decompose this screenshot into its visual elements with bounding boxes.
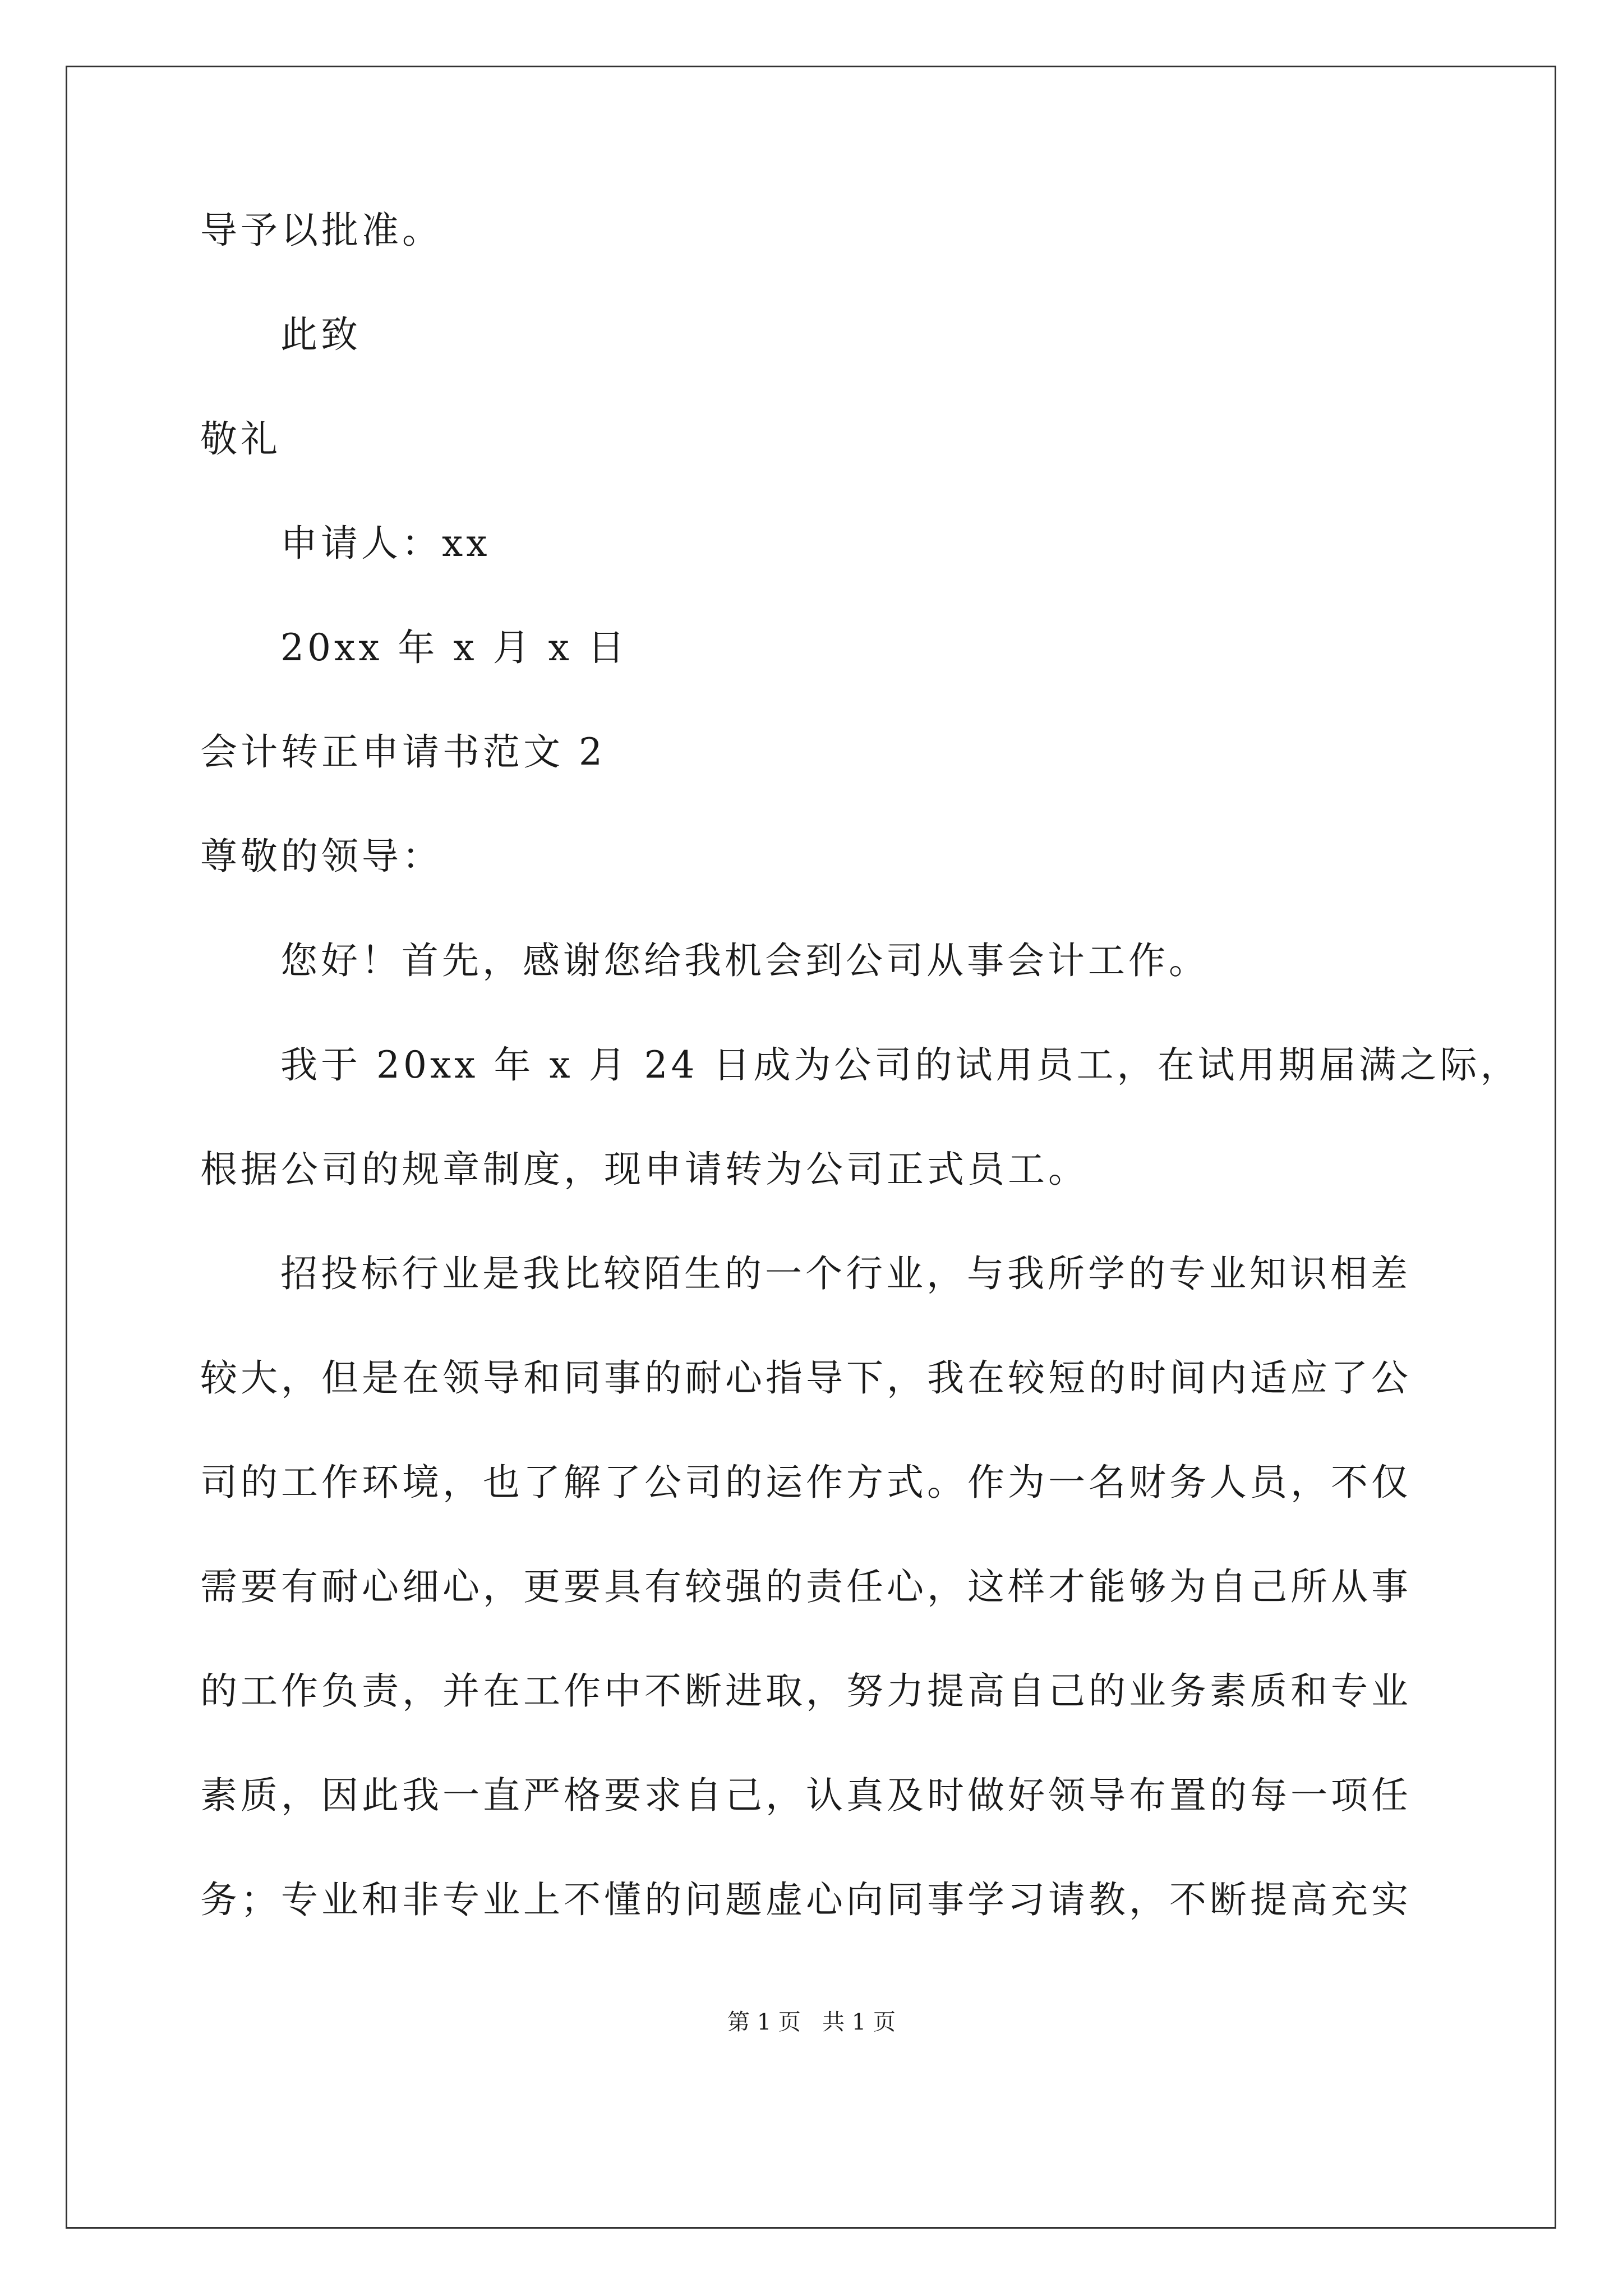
text-line: 较大，但是在领导和同事的耐心指导下，我在较短的时间内适应了公 [200,1356,1412,1400]
text-line: 尊敬的领导： [200,835,442,878]
text-line: 的工作负责，并在工作中不断进取，努力提高自己的业务素质和专业 [200,1669,1412,1713]
text-line: 素质，因此我一直严格要求自己，认真及时做好领导布置的每一项任 [200,1774,1412,1817]
text-line: 此致 [280,313,361,356]
text-line: 导予以批准。 [200,209,442,252]
text-line: 招投标行业是我比较陌生的一个行业，与我所学的专业知识相差 [280,1252,1411,1295]
text-line: 敬礼 [200,417,281,461]
text-line: 司的工作环境，也了解了公司的运作方式。作为一名财务人员，不仅 [200,1461,1412,1504]
text-line: 根据公司的规章制度，现申请转为公司正式员工。 [200,1148,1089,1191]
section-heading: 会计转正申请书范文 2 [200,730,606,774]
text-line: 20xx 年 x 月 x 日 [280,626,628,669]
text-line: 需要有耐心细心，更要具有较强的责任心，这样才能够为自己所从事 [200,1565,1412,1608]
text-line: 我于 20xx 年 x 月 24 日成为公司的试用员工，在试用期届满之际， [280,1043,1521,1087]
page-footer: 第 1 页 共 1 页 [727,2009,896,2035]
text-line: 申请人：xx [280,522,491,565]
text-line: 务；专业和非专业上不懂的问题虚心向同事学习请教，不断提高充实 [200,1878,1412,1921]
text-line: 您好！首先，感谢您给我机会到公司从事会计工作。 [280,939,1209,982]
